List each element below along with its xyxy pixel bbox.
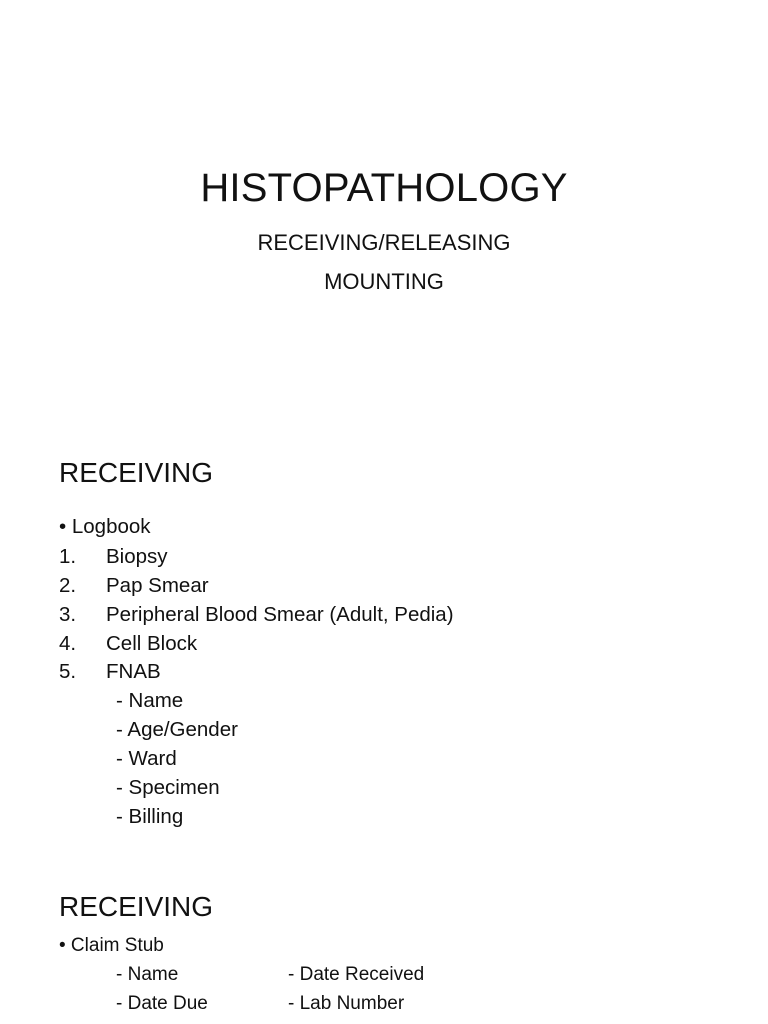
list-number: 2. xyxy=(59,574,77,597)
slide-title: HISTOPATHOLOGY xyxy=(200,166,568,210)
sub-item-ward: - Ward xyxy=(116,747,177,770)
slide-subtitle-line1: RECEIVING/RELEASING xyxy=(257,230,511,255)
sub-item-name: - Name xyxy=(116,689,184,712)
list-item-peripheral-blood-smear: Peripheral Blood Smear (Adult, Pedia) xyxy=(106,603,454,626)
claim-item-date-received: - Date Received xyxy=(288,964,425,985)
claim-item-date-due: - Date Due xyxy=(116,993,208,1014)
list-number: 3. xyxy=(59,603,77,626)
sub-item-billing: - Billing xyxy=(116,805,184,828)
bullet-claim-stub: • Claim Stub xyxy=(59,935,164,956)
list-number: 5. xyxy=(59,660,77,683)
list-item-fnab: FNAB xyxy=(106,660,161,683)
list-item-cell-block: Cell Block xyxy=(106,632,198,655)
receiving-heading: RECEIVING xyxy=(59,457,214,488)
sub-item-age-gender: - Age/Gender xyxy=(116,718,238,741)
list-item-pap-smear: Pap Smear xyxy=(106,574,209,597)
claim-item-lab-number: - Lab Number xyxy=(288,993,405,1014)
list-number: 4. xyxy=(59,632,77,655)
claim-item-name: - Name xyxy=(116,964,179,985)
sub-item-specimen: - Specimen xyxy=(116,776,220,799)
list-item-biopsy: Biopsy xyxy=(106,545,168,568)
slide-subtitle-line2: MOUNTING xyxy=(324,269,444,294)
list-number: 1. xyxy=(59,545,77,568)
bullet-logbook: • Logbook xyxy=(59,515,151,538)
receiving-heading-2: RECEIVING xyxy=(59,891,214,922)
